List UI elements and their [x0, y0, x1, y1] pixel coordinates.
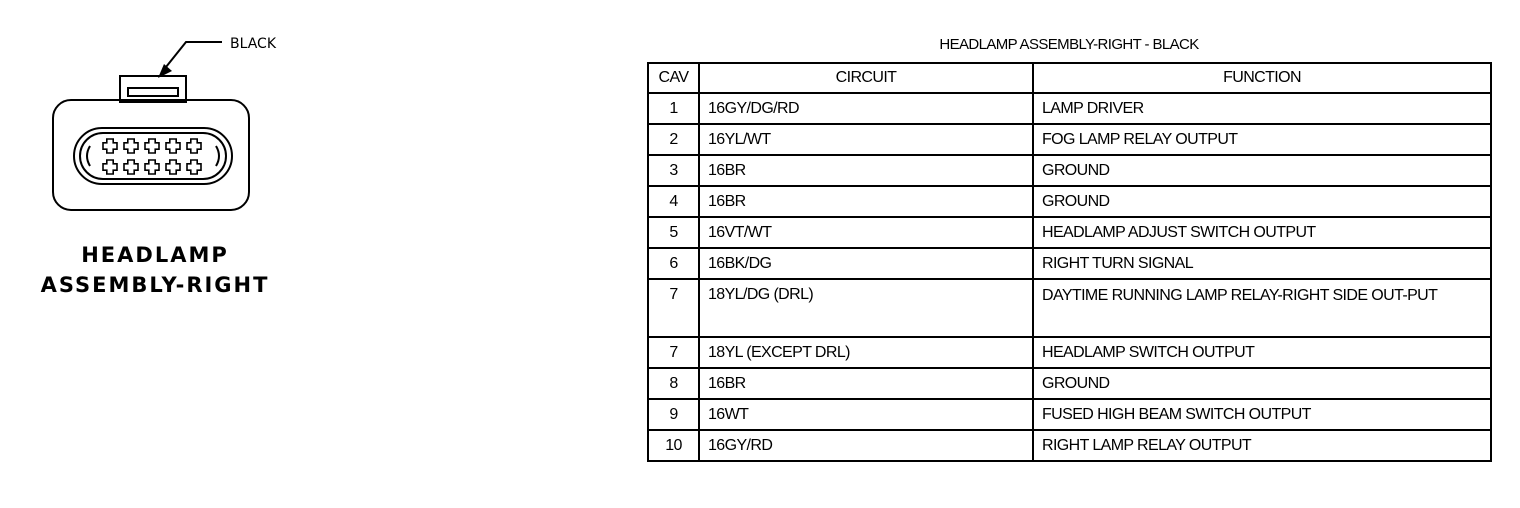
- cav-cell: 3: [648, 155, 699, 186]
- connector-color-label: BLACK: [230, 36, 277, 52]
- cav-cell: 1: [648, 93, 699, 124]
- table-row: [648, 217, 1491, 248]
- pin-cavity-icon: [187, 139, 201, 153]
- circuit-cell: 16VT/WT: [699, 217, 1033, 248]
- pin-cavity-icon: [103, 139, 117, 153]
- table-row: [648, 124, 1491, 155]
- cav-cell: 4: [648, 186, 699, 217]
- circuit-cell: 16BK/DG: [699, 248, 1033, 279]
- pin-cavity-icon: [187, 160, 201, 174]
- function-cell: LAMP DRIVER: [1033, 93, 1491, 124]
- connector-diagram: [40, 28, 300, 228]
- table-row: [648, 155, 1491, 186]
- circuit-cell: 16BR: [699, 368, 1033, 399]
- pin-cavity-icon: [145, 160, 159, 174]
- cav-cell: 7: [648, 337, 699, 368]
- cav-cell: 7: [648, 279, 699, 337]
- table-row: [648, 399, 1491, 430]
- function-cell: HEADLAMP ADJUST SWITCH OUTPUT: [1033, 217, 1491, 248]
- cav-cell: 9: [648, 399, 699, 430]
- circuit-cell: 16BR: [699, 155, 1033, 186]
- header-function: FUNCTION: [1033, 63, 1491, 93]
- table-title: HEADLAMP ASSEMBLY-RIGHT - BLACK: [939, 36, 1199, 53]
- cav-cell: 10: [648, 430, 699, 461]
- cav-cell: 8: [648, 368, 699, 399]
- function-cell: GROUND: [1033, 155, 1491, 186]
- table-row: [648, 186, 1491, 217]
- connector-title: [30, 240, 280, 300]
- connector-title-line1: HEADLAMP: [81, 243, 229, 267]
- cav-cell: 2: [648, 124, 699, 155]
- pin-cavity-icon: [145, 139, 159, 153]
- table-header-row: [648, 63, 1491, 93]
- function-cell: FUSED HIGH BEAM SWITCH OUTPUT: [1033, 399, 1491, 430]
- circuit-cell: 16YL/WT: [699, 124, 1033, 155]
- function-cell: GROUND: [1033, 368, 1491, 399]
- table-row: [648, 248, 1491, 279]
- pinout-table: [647, 62, 1492, 462]
- pin-cavity-icon: [166, 139, 180, 153]
- pin-cavity-icon: [103, 160, 117, 174]
- circuit-cell: 16GY/DG/RD: [699, 93, 1033, 124]
- connector-title-line2: ASSEMBLY-RIGHT: [40, 273, 270, 297]
- table-row: [648, 337, 1491, 368]
- cav-cell: 6: [648, 248, 699, 279]
- circuit-cell: 16WT: [699, 399, 1033, 430]
- function-cell: DAYTIME RUNNING LAMP RELAY-RIGHT SIDE OUT-PUT: [1033, 279, 1491, 337]
- pin-cavity-icon: [166, 160, 180, 174]
- pin-cavity-icon: [124, 160, 138, 174]
- circuit-cell: 18YL (EXCEPT DRL): [699, 337, 1033, 368]
- function-cell: FOG LAMP RELAY OUTPUT: [1033, 124, 1491, 155]
- circuit-cell: 16BR: [699, 186, 1033, 217]
- circuit-cell: 16GY/RD: [699, 430, 1033, 461]
- header-cav: CAV: [648, 63, 699, 93]
- table-row: [648, 93, 1491, 124]
- table-row: [648, 430, 1491, 461]
- table-row: [648, 279, 1491, 337]
- table-row: [648, 368, 1491, 399]
- circuit-cell: 18YL/DG (DRL): [699, 279, 1033, 337]
- function-cell: RIGHT LAMP RELAY OUTPUT: [1033, 430, 1491, 461]
- function-cell: GROUND: [1033, 186, 1491, 217]
- function-cell: HEADLAMP SWITCH OUTPUT: [1033, 337, 1491, 368]
- function-cell: RIGHT TURN SIGNAL: [1033, 248, 1491, 279]
- header-circuit: CIRCUIT: [699, 63, 1033, 93]
- pin-cavity-icon: [124, 139, 138, 153]
- cav-cell: 5: [648, 217, 699, 248]
